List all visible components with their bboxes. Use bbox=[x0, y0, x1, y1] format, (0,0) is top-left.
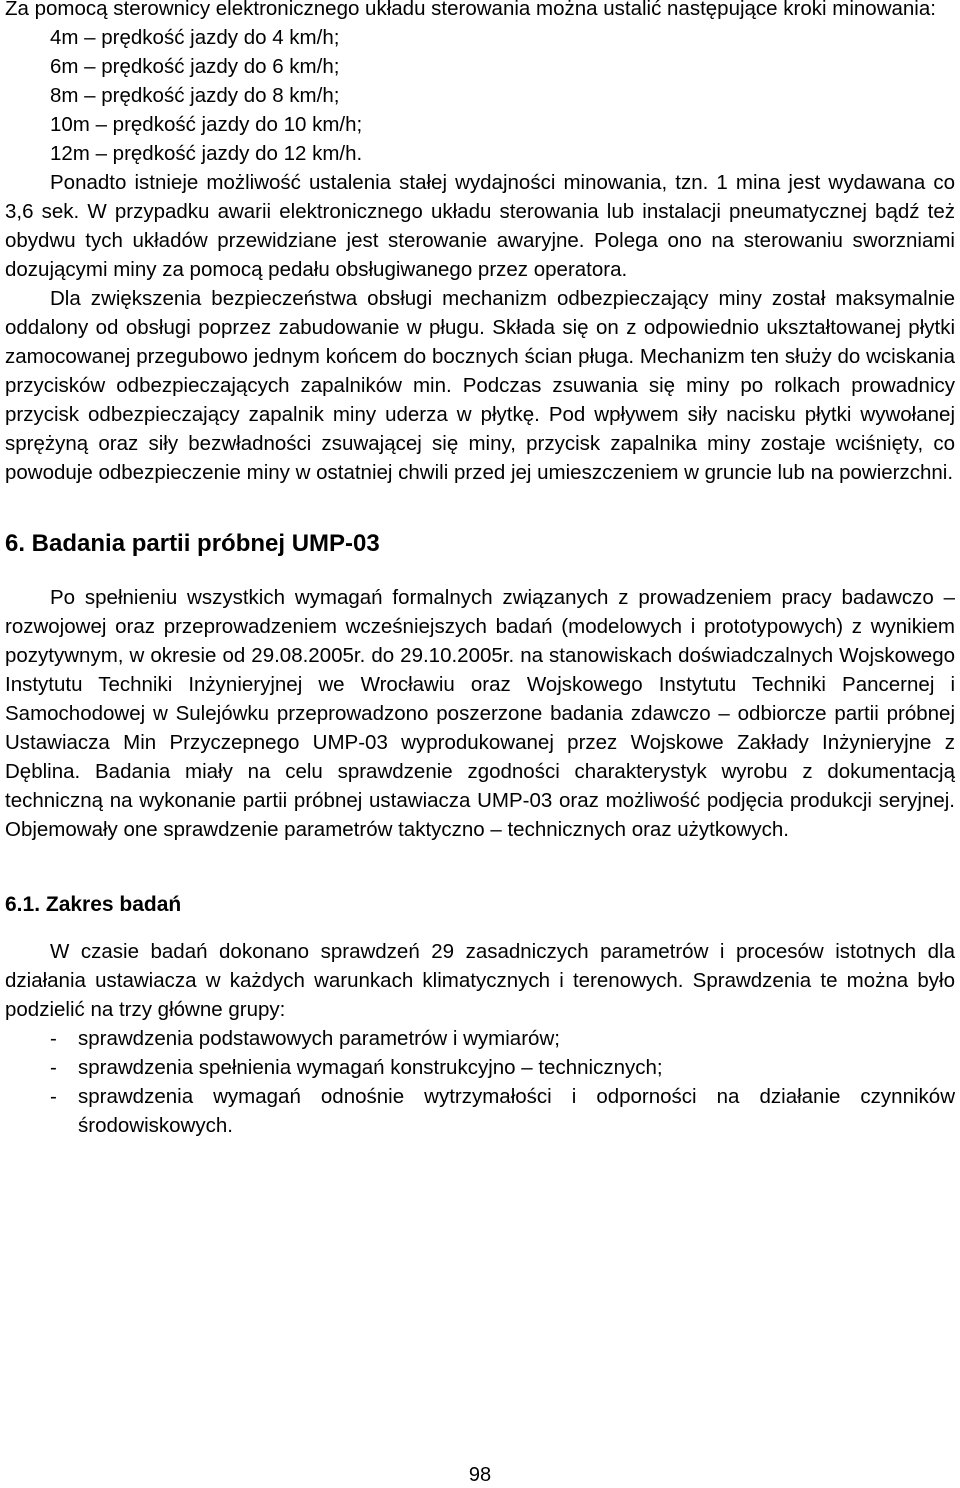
mining-steps-list bbox=[5, 23, 955, 168]
mining-step: 6m – prędkość jazdy do 6 km/h; bbox=[50, 55, 340, 78]
emergency-control-paragraph: Ponadto istnieje możliwość ustalenia stałej wydajności minowania, tzn. 1 mina jest wydawana co 3,6 sek. W przypadku awarii elektronicznego układu sterowania lub instalacji pneumatycznej bądź też obydwu tych układów przewidziane jest sterowanie awaryjne. Polega ono na sterowaniu sworzniami dozującymi miny za pomocą pedału obsługiwanego przez operatora. bbox=[5, 171, 955, 281]
mining-step: 10m – prędkość jazdy do 10 km/h; bbox=[50, 113, 363, 136]
bullet-dash: - bbox=[50, 1027, 57, 1050]
section-6-1-paragraph: W czasie badań dokonano sprawdzeń 29 zasadniczych parametrów i procesów istotnych dla działania ustawiacza w każdych warunkach klimatycznych i terenowych. Sprawdzenia te można było podzielić na trzy główne grupy: bbox=[5, 940, 955, 1021]
mining-step: 8m – prędkość jazdy do 8 km/h; bbox=[50, 84, 340, 107]
bullet-dash: - bbox=[50, 1056, 57, 1079]
mining-step: 12m – prędkość jazdy do 12 km/h. bbox=[50, 142, 363, 165]
test-groups-list bbox=[5, 1024, 955, 1140]
list-item bbox=[5, 1082, 955, 1140]
safety-mechanism-paragraph: Dla zwiększenia bezpieczeństwa obsługi mechanizm odbezpieczający miny został maksymalnie oddalony od obsługi poprzez zabudowanie w pługu. Składa się on z odpowiednio ukształtowanej płytki zamocowanej przegubowo jednym końcem do bocznych ścian pługa. Mechanizm ten służy do wciskania przycisków odbezpieczających zapalników min. Podczas zsuwania się miny po rolkach prowadnicy przycisk odbezpieczający zapalnik miny uderza w płytkę. Pod wpływem siły nacisku płytki wywołanej sprężyną oraz siły bezwładności zsuwającej się miny, przycisk zapalnika miny zostaje wciśnięty, co powoduje odbezpieczenie miny w ostatniej chwili przed jej umieszczeniem w gruncie lub na powierzchni. bbox=[5, 287, 955, 484]
list-item bbox=[5, 1053, 955, 1082]
list-item-text: sprawdzenia spełnienia wymagań konstrukcyjno – technicznych; bbox=[78, 1056, 663, 1079]
bullet-dash: - bbox=[50, 1085, 57, 1108]
mining-step: 4m – prędkość jazdy do 4 km/h; bbox=[50, 26, 340, 49]
list-item-text: sprawdzenia wymagań odnośnie wytrzymałości i odporności na działanie czynników środowiskowych. bbox=[78, 1085, 955, 1137]
list-item bbox=[5, 1024, 955, 1053]
page-content bbox=[5, 0, 955, 1140]
page-number: 98 bbox=[468, 1464, 492, 1486]
section-6-heading: 6. Badania partii próbnej UMP-03 bbox=[5, 530, 380, 557]
section-6-paragraph: Po spełnieniu wszystkich wymagań formalnych związanych z prowadzeniem pracy badawczo – rozwojowej oraz przeprowadzeniem wcześniejszych badań (modelowych i prototypowych) z wynikiem pozytywnym, w okresie od 29.08.2005r. do 29.10.2005r. na stanowiskach doświadczalnych Wojskowego Instytutu Techniki Inżynieryjnej we Wrocławiu oraz Wojskowego Instytutu Techniki Pancernej i Samochodowej w Sulejówku przeprowadzono poszerzone badania zdawczo – odbiorcze partii próbnej Ustawiacza Min Przyczepnego UMP-03 wyprodukowanej przez Wojskowe Zakłady Inżynieryjne z Dęblina. Badania miały na celu sprawdzenie zgodności charakterystyk wyrobu z dokumentacją techniczną na wykonanie partii próbnej ustawiacza UMP-03 oraz możliwość podjęcia produkcji seryjnej. Objemowały one sprawdzenie parametrów taktyczno – technicznych oraz użytkowych. bbox=[5, 586, 955, 841]
list-item-text: sprawdzenia podstawowych parametrów i wymiarów; bbox=[78, 1027, 560, 1050]
intro-sentence: Za pomocą sterownicy elektronicznego układu sterowania można ustalić następujące kroki minowania: bbox=[5, 0, 936, 20]
section-6-1-heading: 6.1. Zakres badań bbox=[5, 893, 182, 916]
intro-paragraph bbox=[5, 0, 955, 284]
